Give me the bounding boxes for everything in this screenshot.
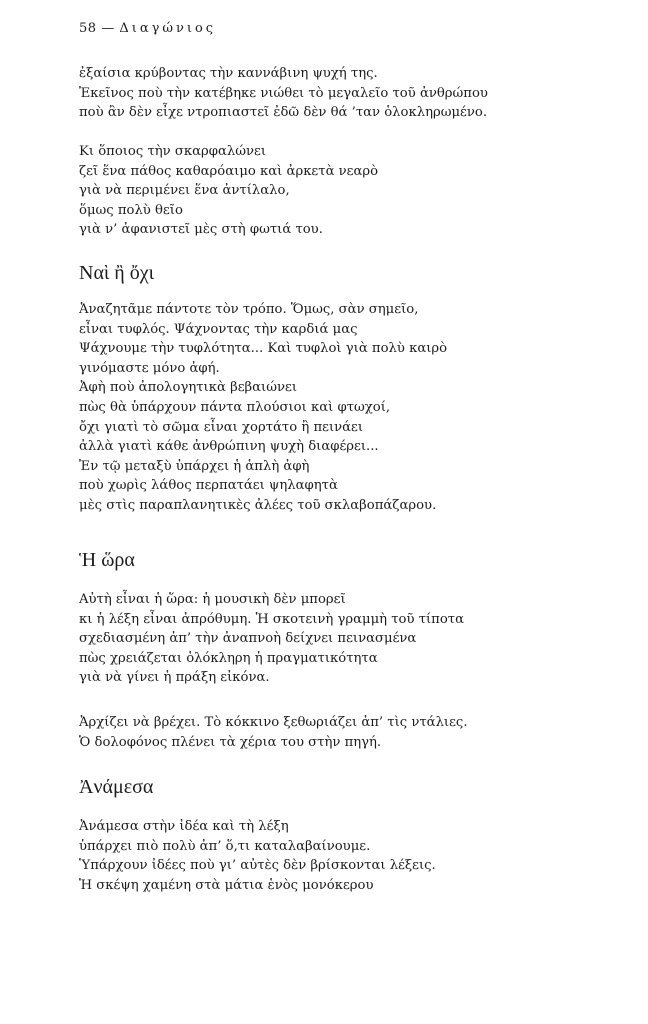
verse-line: κι ἡ λέξη εἶναι ἀπρόθυμη. Ἡ σκοτεινὴ γραμμὴ τοῦ τίποτα — [79, 611, 464, 627]
verse-line: ζεῖ ἕνα πάθος καθαρόαιμο καὶ ἀρκετὰ νεαρὸ — [79, 163, 379, 179]
poem-body — [79, 300, 599, 516]
poem-title: Ἀνάμεσα — [79, 776, 154, 798]
verse-line: ποὺ χωρὶς λάθος περπατάει ψηλαφητὰ — [79, 478, 338, 494]
verse-line: Ὁ δολοφόνος πλένει τὰ χέρια του στὴν πηγή. — [79, 734, 382, 750]
running-header — [79, 21, 216, 36]
verse-line: Ἀρχίζει νὰ βρέχει. Τὸ κόκκινο ξεθωριάζει ἀπ’ τὶς ντάλιες. — [79, 715, 468, 730]
verse-line: Ἡ σκέψη χαμένη στὰ μάτια ἑνὸς μονόκερου — [79, 877, 374, 893]
stanza-2 — [79, 142, 599, 240]
page-number: 58 — [79, 21, 97, 36]
verse-line: πὼς θὰ ὑπάρχουν πάντα πλούσιοι καὶ φτωχοί, — [79, 399, 391, 415]
verse-line: πὼς χρειάζεται ὁλόκληρη ἡ πραγματικότητα — [79, 650, 378, 666]
verse-line: Ἀναζητᾶμε πάντοτε τὸν τρόπο. Ὅμως, σὰν σημεῖο, — [79, 302, 419, 317]
verse-line: γιὰ νὰ περιμένει ἕνα ἀντίλαλο, — [79, 183, 290, 199]
poem-body — [79, 590, 599, 688]
verse-line: ὑπάρχει πιὸ πολὺ ἀπ’ ὅ,τι καταλαβαίνουμε. — [79, 838, 371, 854]
poem-body — [79, 817, 599, 895]
verse-line: εἶναι τυφλός. Ψάχνοντας τὴν καρδιά μας — [79, 321, 358, 337]
verse-line: Ἐκεῖνος ποὺ τὴν κατέβηκε νιώθει τὸ μεγαλεῖο τοῦ ἀνθρώπου — [79, 85, 488, 101]
verse-line: Ἐν τῷ μεταξὺ ὑπάρχει ἡ ἁπλὴ ἀφὴ — [79, 458, 310, 474]
verse-line: Ὑπάρχουν ἰδέες ποὺ γι’ αὐτὲς δὲν βρίσκονται λέξεις. — [79, 858, 436, 874]
verse-line: γιὰ νὰ γίνει ἡ πράξη εἰκόνα. — [79, 670, 270, 686]
poem-title: Ἡ ὥρα — [79, 549, 135, 571]
verse-line: ἐξαίσια κρύβοντας τὴν καννάβινη ψυχή της. — [79, 66, 378, 81]
verse-line: ἀλλὰ γιατὶ κάθε ἀνθρώπινη ψυχὴ διαφέρει... — [79, 439, 379, 455]
verse-line: ὅμως πολὺ θεῖο — [79, 202, 183, 218]
verse-line: Ἀνάμεσα στὴν ἰδέα καὶ τὴ λέξη — [79, 819, 289, 834]
verse-line: Κι ὅποιος τὴν σκαρφαλώνει — [79, 144, 267, 159]
verse-line: μὲς στὶς παραπλανητικὲς ἀλέες τοῦ σκλαβοπάζαρου. — [79, 497, 437, 513]
header-separator: — — [101, 21, 115, 36]
intro-stanza — [79, 64, 599, 123]
poem-body — [79, 713, 599, 752]
verse-line: Αὐτὴ εἶναι ἡ ὥρα: ἡ μουσικὴ δὲν μπορεῖ — [79, 592, 346, 607]
poem-title: Ναὶ ἢ ὄχι — [79, 262, 155, 284]
verse-line: σχεδιασμένη ἀπ’ τὴν ἀναπνοὴ δείχνει πεινασμένα — [79, 631, 417, 647]
verse-line: Ψάχνουμε τὴν τυφλότητα... Καὶ τυφλοὶ γιὰ πολὺ καιρὸ — [79, 341, 448, 357]
verse-line: γινόμαστε μόνο ἀφή. — [79, 360, 220, 376]
verse-line: ὄχι γιατὶ τὸ σῶμα εἶναι χορτάτο ἢ πεινάει — [79, 419, 364, 435]
journal-name: Διαγώνιος — [119, 21, 217, 36]
verse-line: γιὰ ν’ ἀφανιστεῖ μὲς στὴ φωτιά του. — [79, 222, 323, 238]
verse-line: Ἀφὴ ποὺ ἀπολογητικὰ βεβαιώνει — [79, 380, 297, 396]
verse-line: ποὺ ἂν δὲν εἶχε ντροπιαστεῖ ἐδῶ δὲν θά ’ταν ὁλοκληρωμένο. — [79, 105, 488, 121]
